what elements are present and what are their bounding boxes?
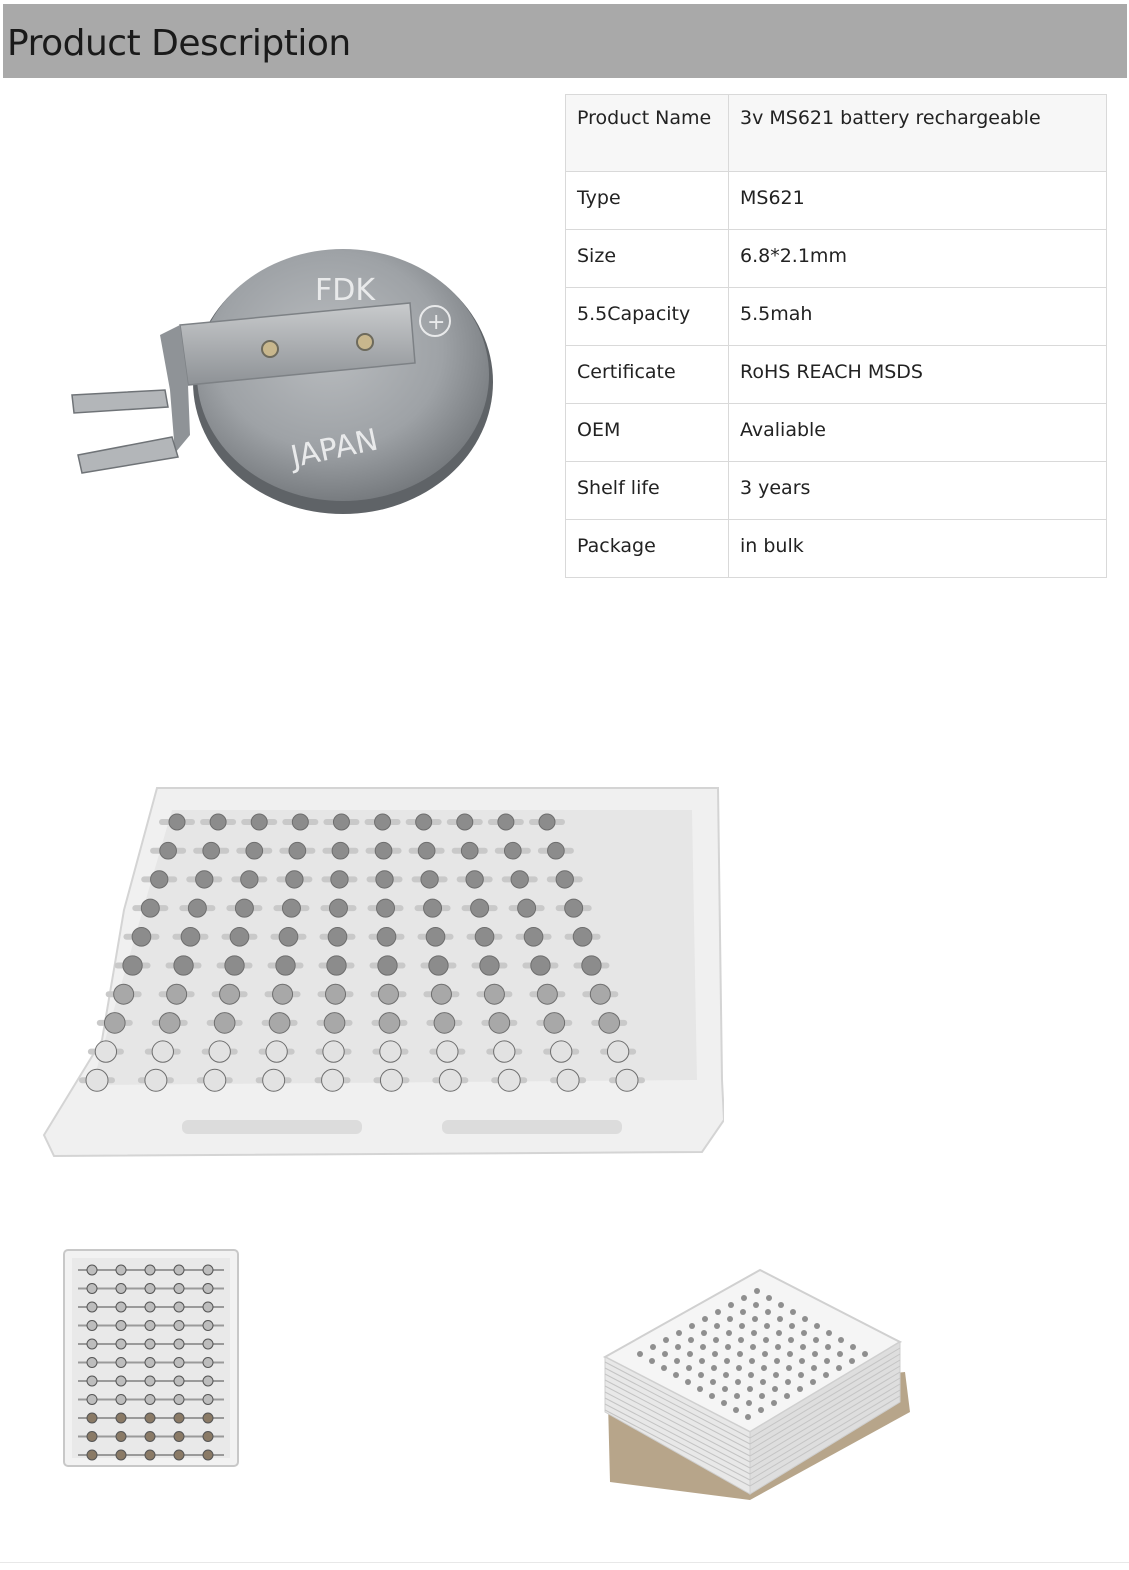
- spec-value: 6.8*2.1mm: [729, 230, 1107, 288]
- spec-value: 3 years: [729, 462, 1107, 520]
- spec-key: Shelf life: [566, 462, 729, 520]
- table-row: [566, 230, 1107, 288]
- spec-key: Product Name: [566, 95, 729, 172]
- divider: [0, 1562, 1129, 1563]
- table-row: [566, 346, 1107, 404]
- spec-table: [565, 94, 1107, 578]
- spec-key: Package: [566, 520, 729, 578]
- table-row: [566, 95, 1107, 172]
- battery-top-mark: FDK: [315, 273, 376, 308]
- page-title: Product Description: [7, 23, 351, 64]
- product-image-battery: [60, 225, 510, 525]
- spec-key: Type: [566, 172, 729, 230]
- battery-bottom-mark: JAPAN: [287, 422, 382, 476]
- spec-value: RoHS REACH MSDS: [729, 346, 1107, 404]
- spec-value: MS621: [729, 172, 1107, 230]
- spec-key: Size: [566, 230, 729, 288]
- product-image-tray: [42, 780, 724, 1160]
- table-row: [566, 520, 1107, 578]
- table-row: [566, 172, 1107, 230]
- product-image-tray-small: [62, 1248, 242, 1470]
- table-row: [566, 462, 1107, 520]
- spec-value: in bulk: [729, 520, 1107, 578]
- spec-value: 5.5mah: [729, 288, 1107, 346]
- table-row: [566, 404, 1107, 462]
- spec-key: OEM: [566, 404, 729, 462]
- table-row: [566, 288, 1107, 346]
- product-image-stack: [600, 1262, 910, 1502]
- polarity-mark: +: [427, 310, 446, 335]
- section-header: [3, 4, 1127, 78]
- spec-key: Certificate: [566, 346, 729, 404]
- spec-value: Avaliable: [729, 404, 1107, 462]
- spec-value: 3v MS621 battery rechargeable: [729, 95, 1107, 172]
- spec-key: 5.5Capacity: [566, 288, 729, 346]
